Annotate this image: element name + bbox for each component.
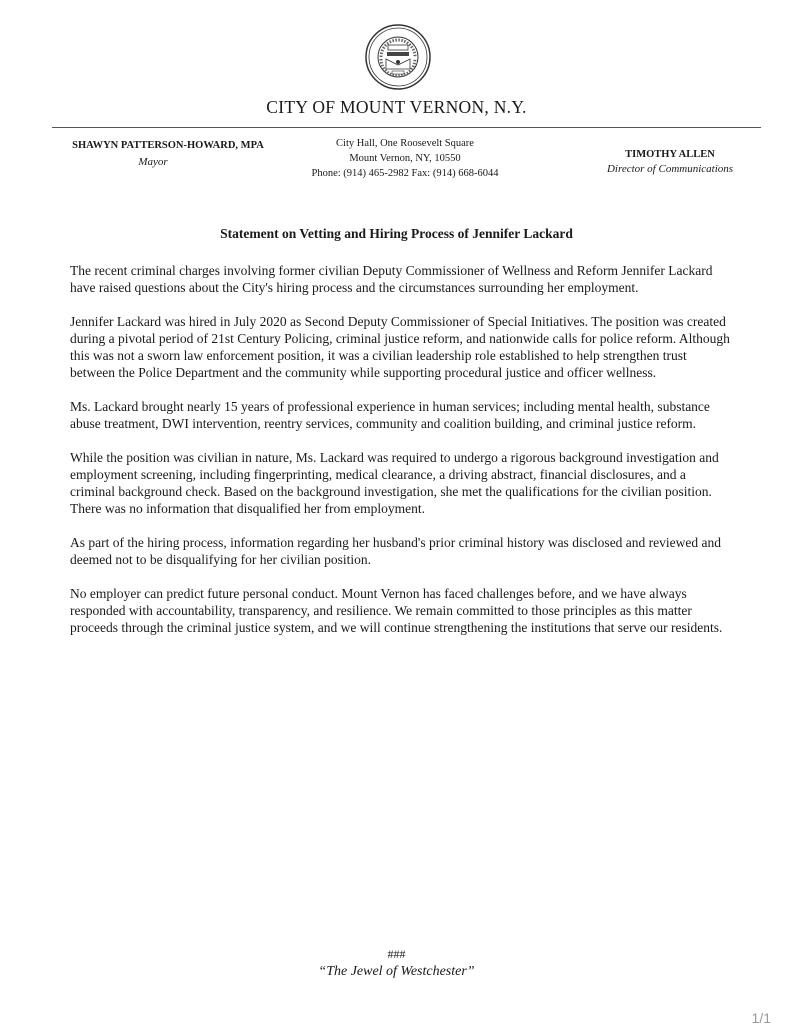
header-divider: [52, 127, 761, 128]
address-line-2: Mount Vernon, NY, 10550: [349, 153, 461, 164]
statement-title: Statement on Vetting and Hiring Process of Jennifer Lackard: [220, 226, 573, 241]
statement-body: [70, 262, 730, 653]
paragraph: Ms. Lackard brought nearly 15 years of professional experience in human services; including mental health, substance abuse treatment, DWI intervention, reentry services, community and coalition building, and criminal justice reform.: [70, 399, 710, 431]
communications-director-title: Director of Communications: [606, 163, 734, 175]
mayor-title: Mayor: [138, 156, 168, 168]
paragraph: No employer can predict future personal conduct. Mount Vernon has faced challenges before, and we have always responded with accountability, transparency, and resilience. We remain committed to those principles as this matter proceeds through the criminal justice system, and we will continue strengthening the institutions that serve our residents.: [70, 586, 723, 635]
city-seal-icon: [364, 23, 432, 91]
city-title: CITY OF MOUNT VERNON, N.Y.: [266, 97, 527, 117]
paragraph: As part of the hiring process, information regarding her husband's prior criminal history was disclosed and reviewed and deemed not to be disqualifying for her civilian position.: [70, 535, 722, 567]
city-motto: “The Jewel of Westchester”: [318, 964, 475, 979]
communications-director-name: TIMOTHY ALLEN: [625, 149, 715, 160]
page-indicator: 1/1: [751, 1010, 771, 1026]
address-line-1: City Hall, One Roosevelt Square: [336, 138, 474, 149]
mayor-name: SHAWYN PATTERSON-HOWARD, MPA: [72, 140, 264, 151]
address-line-3: Phone: (914) 465-2982 Fax: (914) 668-6044: [311, 168, 499, 179]
paragraph: The recent criminal charges involving former civilian Deputy Commissioner of Wellness and Reform Jennifer Lackard have raised questions about the City's hiring process and the circumstances surrounding her employment.: [70, 263, 713, 295]
paragraph: Jennifer Lackard was hired in July 2020 as Second Deputy Commissioner of Special Initiatives. The position was created during a pivotal period of 21st Century Policing, criminal justice reform, and nationwide calls for police reform. Although this was not a sworn law enforcement position, it was a civilian leadership role established to help strengthen trust between the Police Department and the community while supporting procedural justice and officer wellness.: [70, 314, 730, 380]
city-hall-address: [285, 136, 525, 181]
end-mark: ###: [387, 947, 406, 961]
paragraph: While the position was civilian in nature, Ms. Lackard was required to undergo a rigorous background investigation and employment screening, including fingerprinting, medical clearance, a driving abstract, financial disclosures, and a criminal background check. Based on the background investigation, she met the qualifications for the civilian position. There was no information that disqualified her from employment.: [70, 450, 719, 516]
